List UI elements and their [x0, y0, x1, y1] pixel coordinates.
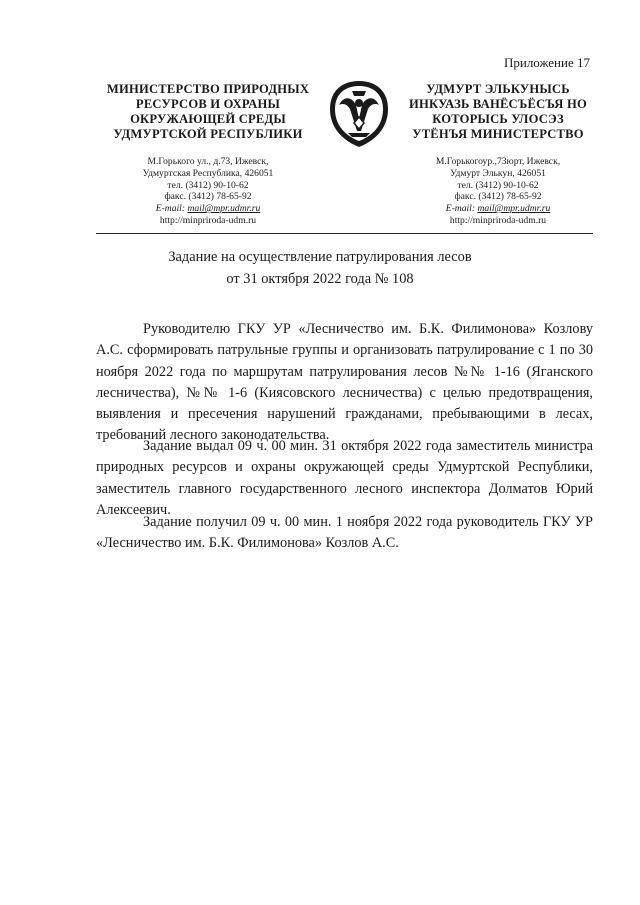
udmurt-emblem-icon	[328, 79, 390, 149]
ministry-title-russian	[103, 82, 313, 142]
title-line: РЕСУРСОВ И ОХРАНЫ	[135, 97, 281, 111]
header-divider	[96, 233, 593, 234]
website-link[interactable]: http://minpriroda-udm.ru	[449, 214, 547, 226]
document-title: Задание на осуществление патрулирования лесов	[168, 249, 472, 265]
title-line: УТЁНЪЯ МИНИСТЕРСТВО	[412, 127, 584, 141]
address-line: М.Горькогоур.,73юрт, Ижевск,	[435, 156, 561, 167]
title-line: УДМУРТ ЭЛЬКУНЫСЬ	[426, 82, 570, 96]
address-line: Удмуртская Республика, 426051	[142, 167, 274, 179]
title-line: УДМУРТСКОЙ РЕСПУБЛИКИ	[113, 127, 303, 141]
email-label: E-mail:	[155, 203, 188, 215]
phone-line: тел. (3412) 90-10-62	[167, 179, 249, 191]
fax-line: факс. (3412) 78-65-92	[164, 191, 252, 203]
contacts-russian	[103, 156, 313, 227]
email-link[interactable]: mail@mpr.udmr.ru	[477, 203, 551, 215]
fax-line: факс. (3412) 78-65-92	[454, 191, 542, 203]
phone-line: тел. (3412) 90-10-62	[457, 179, 539, 191]
ministry-title-udmurt	[398, 82, 598, 142]
email-link[interactable]: mail@mpr.udmr.ru	[187, 203, 261, 215]
website-link[interactable]: http://minpriroda-udm.ru	[159, 214, 257, 226]
task-paragraph: Руководителю ГКУ УР «Лесничество им. Б.К. Филимонова» Козлову А.С. сформировать патрульные группы и организовать патрулирование с 1 по 30 ноября 2022 года по маршрутам патрулирования лесов №№ 1-16 (Яганского лесничества), №№ 1-6 (Киясовского лесничества) с целью предотвращения, выявления и пресечения нарушений гражданами, пребывающими в лесах, требований лесного законодательства.	[96, 321, 593, 444]
address-line: М.Горького ул., д.73, Ижевск,	[147, 156, 269, 167]
received-by-paragraph: Задание получил 09 ч. 00 мин. 1 ноября 2022 года руководитель ГКУ УР «Лесничество им. Б.К. Филимонова» Козлов А.С.	[96, 514, 593, 552]
title-line: ОКРУЖАЮЩЕЙ СРЕДЫ	[130, 112, 286, 126]
address-line: Удмурт Элькун, 426051	[450, 167, 546, 179]
title-line: МИНИСТЕРСТВО ПРИРОДНЫХ	[106, 82, 310, 96]
annex-label: Приложение 17	[503, 55, 590, 70]
email-line	[103, 203, 313, 215]
contacts-udmurt	[398, 156, 598, 227]
issued-by-paragraph: Задание выдал 09 ч. 00 мин. 31 октября 2022 года заместитель министра природных ресурсов и охраны окружающей среды Удмуртской Республики, заместитель главного государственного лесного инспектора Долматов Юрий Алексеевич.	[96, 438, 593, 518]
document-date-number: от 31 октября 2022 года № 108	[226, 271, 414, 287]
email-line	[398, 203, 598, 215]
title-line: ИНКУАЗЬ ВАНЁСЪЁСЪЯ НО	[409, 97, 587, 111]
email-label: E-mail:	[445, 203, 478, 215]
title-line: КОТОРЫСЬ УЛОСЭЗ	[432, 112, 564, 126]
